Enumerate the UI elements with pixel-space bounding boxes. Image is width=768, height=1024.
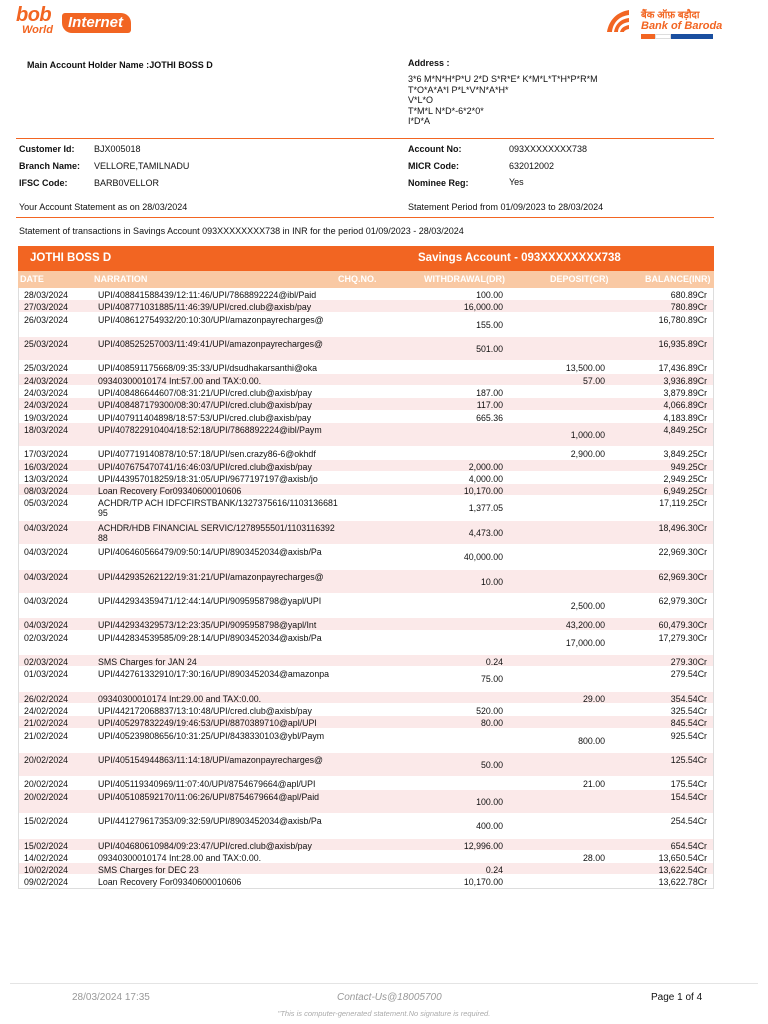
row-date: 08/03/2024 (24, 486, 69, 497)
row-balance: 3,849.25Cr (663, 449, 707, 460)
customer-id: BJX005018 (94, 144, 141, 154)
row-date: 13/03/2024 (24, 473, 69, 484)
row-date: 16/03/2024 (24, 461, 69, 472)
address-line: I*D*A (408, 116, 431, 126)
table-row (19, 729, 713, 753)
table-row (19, 521, 713, 545)
row-deposit: 1,000.00 (570, 429, 605, 440)
row-withdrawal: 117.00 (476, 400, 503, 411)
row-deposit: 21.00 (582, 779, 605, 790)
bank-name-hindi: बैंक ऑफ़ बड़ौदा (641, 10, 700, 21)
row-balance: 325.54Cr (670, 706, 707, 717)
row-balance: 16,780.89Cr (658, 314, 707, 325)
account-banner (18, 246, 714, 271)
table-row (19, 863, 713, 875)
nominee-value: Yes (509, 177, 524, 187)
row-narration: UPI/408591175668/09:35:33/UPI/dsudhakarsanthi@oka (98, 363, 318, 374)
table-row (19, 631, 713, 655)
footer-divider (10, 983, 758, 984)
row-date: 25/03/2024 (24, 363, 69, 374)
table-row (19, 313, 713, 337)
row-narration: UPI/442935262122/19:31:21/UPI/amazonpayrecharges@ (98, 571, 324, 582)
row-balance: 4,066.89Cr (663, 400, 707, 411)
row-date: 02/03/2024 (24, 632, 69, 643)
row-narration: UPI/408612754932/20:10:30/UPI/amazonpayrecharges@ (98, 314, 324, 325)
col-chq: CHQ.NO. (338, 274, 377, 284)
row-narration: UPI/406460566479/09:50:14/UPI/8903452034@axisb/Pa (98, 547, 322, 558)
row-date: 15/02/2024 (24, 840, 69, 851)
divider (16, 138, 714, 139)
row-balance: 17,279.30Cr (658, 632, 707, 643)
table-row (19, 875, 713, 887)
banner-account: Savings Account - 093XXXXXXXX738 (418, 252, 621, 264)
table-row (19, 777, 713, 789)
table-row (19, 814, 713, 838)
row-balance: 279.30Cr (670, 657, 707, 668)
row-balance: 13,622.54Cr (658, 865, 707, 876)
row-balance: 18,496.30Cr (658, 522, 707, 533)
row-date: 26/02/2024 (24, 693, 69, 704)
table-header (18, 271, 714, 288)
table-row (19, 300, 713, 312)
row-narration: UPI/405297832249/19:46:53/UPI/8870389710@apl/UPI (98, 718, 317, 729)
row-balance: 780.89Cr (670, 302, 707, 313)
table-row (19, 484, 713, 496)
row-withdrawal: 10.00 (480, 576, 503, 587)
row-narration: ACHDR/TP ACH IDFCFIRSTBANK/1327375616/110313668195 (98, 498, 338, 519)
row-balance: 4,183.89Cr (663, 412, 707, 423)
bob-world-logo (16, 6, 64, 36)
row-deposit: 28.00 (582, 852, 605, 863)
row-withdrawal: 10,170.00 (463, 486, 503, 497)
address-line: V*L*O (408, 95, 434, 105)
row-narration: ACHDR/HDB FINANCIAL SERVIC/1278955501/110311639288 (98, 522, 335, 543)
micr-code: 632012002 (509, 161, 555, 171)
row-balance: 3,936.89Cr (663, 375, 707, 386)
row-date: 04/03/2024 (24, 522, 69, 533)
customer-id-label: Customer Id: (19, 144, 75, 154)
row-withdrawal: 50.00 (480, 760, 503, 771)
row-date: 21/02/2024 (24, 730, 69, 741)
micr-label: MICR Code: (408, 161, 459, 171)
table-row (19, 361, 713, 373)
holder-name-label: Main Account Holder Name : (27, 60, 150, 70)
transactions-table (18, 288, 714, 889)
table-row (19, 472, 713, 484)
table-row (19, 618, 713, 630)
row-withdrawal: 187.00 (476, 387, 503, 398)
row-date: 20/02/2024 (24, 791, 69, 802)
address-label: Address : (408, 58, 450, 68)
table-row (19, 337, 713, 361)
row-narration: UPI/404680610984/09:23:47/UPI/cred.club@axisb/pay (98, 840, 312, 851)
row-date: 20/02/2024 (24, 779, 69, 790)
row-narration: UPI/405108592170/11:06:26/UPI/8754679664@apl/Paid (98, 791, 320, 802)
flag-strip (641, 34, 713, 39)
row-deposit: 13,500.00 (565, 363, 605, 374)
table-row (19, 423, 713, 447)
table-row (19, 692, 713, 704)
table-row (19, 398, 713, 410)
row-withdrawal: 80.00 (480, 718, 503, 729)
branch-name: VELLORE,TAMILNADU (94, 161, 190, 171)
row-balance: 60,479.30Cr (658, 620, 707, 631)
divider (16, 217, 714, 218)
row-narration: UPI/442934329573/12:23:35/UPI/9095958798@yapl/Int (98, 620, 317, 631)
row-balance: 154.54Cr (670, 791, 707, 802)
row-date: 18/03/2024 (24, 424, 69, 435)
address-line: T*M*L N*D*-6*2*0* (408, 105, 484, 116)
row-withdrawal: 75.00 (480, 674, 503, 685)
row-narration: UPI/408486644607/08:31:21/UPI/cred.club@axisb/pay (98, 387, 312, 398)
row-deposit: 2,500.00 (570, 601, 605, 611)
col-narration: NARRATION (94, 274, 148, 284)
row-date: 14/02/2024 (24, 852, 69, 863)
banner-holder-name: JOTHI BOSS D (30, 252, 112, 264)
row-balance: 949.25Cr (670, 461, 707, 472)
row-date: 24/03/2024 (24, 387, 69, 398)
row-date: 24/02/2024 (24, 706, 69, 717)
bob-logo-text: bob (16, 4, 52, 26)
row-balance: 925.54Cr (670, 730, 707, 741)
row-date: 26/03/2024 (24, 314, 69, 325)
row-narration: UPI/442934359471/12:44:14/UPI/9095958798@yapl/UPI (98, 596, 322, 606)
col-balance: BALANCE(INR) (645, 274, 711, 284)
row-narration: UPI/442172068837/13:10:48/UPI/cred.club@axisb/pay (98, 706, 312, 717)
row-narration: UPI/405239808656/10:31:25/UPI/8438330103@ybl/Paym (98, 730, 325, 741)
row-date: 15/02/2024 (24, 816, 69, 827)
row-deposit: 2,900.00 (570, 449, 605, 460)
row-balance: 13,650.54Cr (658, 852, 707, 863)
statement-as-of: Your Account Statement as on 28/03/2024 (19, 202, 188, 212)
col-date: DATE (20, 274, 44, 284)
row-deposit: 17,000.00 (565, 637, 605, 648)
row-withdrawal: 40,000.00 (463, 552, 503, 563)
table-row (19, 411, 713, 423)
statement-period: Statement Period from 01/09/2023 to 28/03/2024 (408, 202, 604, 212)
branch-label: Branch Name: (19, 161, 81, 171)
account-no: 093XXXXXXXX738 (509, 144, 588, 154)
row-balance: 13,622.78Cr (658, 877, 707, 888)
baroda-sun-icon (603, 6, 633, 36)
row-date: 04/03/2024 (24, 571, 69, 582)
page-header (0, 0, 768, 50)
table-row (19, 545, 713, 569)
row-withdrawal: 100.00 (476, 796, 503, 807)
row-balance: 845.54Cr (670, 718, 707, 729)
table-row (19, 790, 713, 814)
row-narration: SMS Charges for JAN 24 (98, 657, 197, 668)
table-row (19, 704, 713, 716)
internet-badge: Internet (62, 13, 131, 33)
col-deposit: DEPOSIT(CR) (550, 274, 609, 284)
row-balance: 17,119.25Cr (659, 498, 707, 509)
row-withdrawal: 155.00 (476, 319, 503, 330)
col-withdrawal: WITHDRAWAL(DR) (424, 274, 505, 284)
holder-name: JOTHI BOSS D (149, 60, 213, 70)
row-date: 04/03/2024 (24, 547, 69, 558)
row-deposit: 800.00 (578, 735, 605, 746)
row-balance: 4,849.25Cr (663, 424, 707, 435)
row-narration: SMS Charges for DEC 23 (98, 865, 199, 876)
row-balance: 17,436.89Cr (658, 363, 707, 374)
statement-description: Statement of transactions in Savings Account 093XXXXXXXX738 in INR for the period 01/09/2023 - 28/03/2024 (19, 226, 464, 236)
row-date: 21/02/2024 (24, 718, 69, 729)
row-narration: UPI/407822910404/18:52:18/UPI/7868892224@ibl/Paym (98, 424, 322, 435)
holder-name-row (27, 60, 213, 70)
row-balance: 279.54Cr (670, 669, 707, 680)
row-date: 24/03/2024 (24, 400, 69, 411)
row-narration: UPI/407719140878/10:57:18/UPI/sen.crazy86-6@okhdf (98, 449, 316, 460)
ifsc-label: IFSC Code: (19, 178, 68, 188)
row-balance: 22,969.30Cr (658, 547, 707, 558)
row-deposit: 43,200.00 (565, 620, 605, 631)
row-date: 24/03/2024 (24, 375, 69, 386)
row-deposit: 57.00 (582, 375, 605, 386)
row-date: 25/03/2024 (24, 338, 69, 349)
footer-date: 28/03/2024 17:35 (72, 992, 150, 1003)
table-row (19, 374, 713, 386)
row-narration: 09340300010174 Int:29.00 and TAX:0.00. (98, 693, 262, 704)
table-row (19, 839, 713, 851)
table-row (19, 667, 713, 691)
row-narration: Loan Recovery For09340600010606 (98, 486, 242, 497)
row-withdrawal: 100.00 (476, 290, 503, 300)
address-line: T*O*A*A*I P*L*V*N*A*H* (408, 84, 509, 95)
row-withdrawal: 520.00 (476, 706, 503, 717)
row-narration: UPI/442834539585/09:28:14/UPI/8903452034@axisb/Pa (98, 632, 322, 643)
row-date: 04/03/2024 (24, 596, 69, 606)
row-narration: UPI/441279617353/09:32:59/UPI/8903452034@axisb/Pa (98, 816, 322, 827)
row-withdrawal: 10,170.00 (463, 877, 503, 888)
row-narration: UPI/405119340969/11:07:40/UPI/8754679664@apl/UPI (98, 779, 316, 790)
table-row (19, 288, 713, 300)
table-row (19, 716, 713, 728)
table-row (19, 753, 713, 777)
bank-name: Bank of Baroda (641, 20, 723, 32)
row-balance: 62,969.30Cr (658, 571, 707, 582)
row-withdrawal: 0.24 (485, 657, 503, 668)
row-balance: 654.54Cr (670, 840, 707, 851)
row-narration: UPI/408841588439/12:11:46/UPI/7868892224@ibl/Paid (98, 290, 317, 300)
table-row (19, 851, 713, 863)
row-narration: UPI/407675470741/16:46:03/UPI/cred.club@axisb/pay (98, 461, 312, 472)
account-no-label: Account No: (408, 144, 462, 154)
row-date: 05/03/2024 (24, 498, 69, 509)
row-withdrawal: 1,377.05 (468, 503, 503, 514)
table-row (19, 496, 713, 520)
row-date: 04/03/2024 (24, 620, 69, 631)
row-withdrawal: 665.36 (476, 412, 503, 423)
row-narration: Loan Recovery For09340600010606 (98, 877, 242, 888)
row-narration: UPI/408525257003/11:49:41/UPI/amazonpayrecharges@ (98, 338, 323, 349)
row-balance: 254.54Cr (670, 816, 707, 827)
row-date: 09/02/2024 (24, 877, 69, 888)
row-withdrawal: 12,996.00 (463, 840, 503, 851)
footer-contact: Contact-Us@18005700 (337, 992, 442, 1003)
row-date: 19/03/2024 (24, 412, 69, 423)
row-balance: 125.54Cr (670, 755, 707, 766)
row-date: 28/03/2024 (24, 290, 69, 300)
row-balance: 62,979.30Cr (658, 596, 707, 606)
bank-of-baroda-logo (603, 4, 723, 40)
row-withdrawal: 501.00 (476, 343, 503, 354)
row-balance: 16,935.89Cr (658, 338, 707, 349)
table-row (19, 594, 713, 618)
table-row (19, 447, 713, 459)
row-date: 27/03/2024 (24, 302, 69, 313)
row-narration: UPI/408487179300/08:30:47/UPI/cred.club@axisb/pay (98, 400, 312, 411)
address-block (408, 74, 598, 127)
footer-note: "This is computer-generated statement.No signature is required. (277, 1009, 491, 1018)
row-balance: 354.54Cr (670, 693, 707, 704)
row-withdrawal: 0.24 (485, 865, 503, 876)
row-narration: 09340300010174 Int:57.00 and TAX:0.00. (98, 375, 262, 386)
table-row (19, 655, 713, 667)
row-narration: UPI/408771031885/11:46:39/UPI/cred.club@axisb/pay (98, 302, 312, 313)
row-balance: 6,949.25Cr (663, 486, 707, 497)
table-row (19, 460, 713, 472)
row-narration: UPI/442761332910/17:30:16/UPI/8903452034@amazonpa (98, 669, 329, 680)
row-date: 01/03/2024 (24, 669, 69, 680)
row-date: 10/02/2024 (24, 865, 69, 876)
row-narration: UPI/405154944863/11:14:18/UPI/amazonpayrecharges@ (98, 755, 323, 766)
table-row (19, 386, 713, 398)
row-withdrawal: 2,000.00 (468, 461, 503, 472)
row-withdrawal: 400.00 (476, 821, 503, 832)
page-indicator: Page 1 of 4 (651, 992, 703, 1003)
row-narration: UPI/407911404898/18:57:53/UPI/cred.club@axisb/pay (98, 412, 312, 423)
row-deposit: 29.00 (582, 693, 605, 704)
row-withdrawal: 4,000.00 (468, 473, 503, 484)
table-row (19, 570, 713, 594)
row-date: 17/03/2024 (24, 449, 69, 460)
row-withdrawal: 16,000.00 (463, 302, 503, 313)
row-narration: 09340300010174 Int:28.00 and TAX:0.00. (98, 852, 262, 863)
row-date: 02/03/2024 (24, 657, 69, 668)
address-line: 3*6 M*N*H*P*U 2*D S*R*E* K*M*L*T*H*P*R*M (408, 74, 598, 84)
row-balance: 2,949.25Cr (663, 473, 707, 484)
row-narration: UPI/443957018259/18:31:05/UPI/9677197197@axisb/jo (98, 473, 318, 484)
nominee-label: Nominee Reg: (408, 178, 469, 188)
row-balance: 680.89Cr (670, 290, 707, 300)
row-balance: 3,879.89Cr (663, 387, 707, 398)
row-withdrawal: 4,473.00 (468, 527, 503, 538)
row-balance: 175.54Cr (670, 779, 707, 790)
world-logo-text: World (22, 24, 53, 36)
row-date: 20/02/2024 (24, 755, 69, 766)
ifsc-code: BARB0VELLOR (94, 178, 160, 188)
